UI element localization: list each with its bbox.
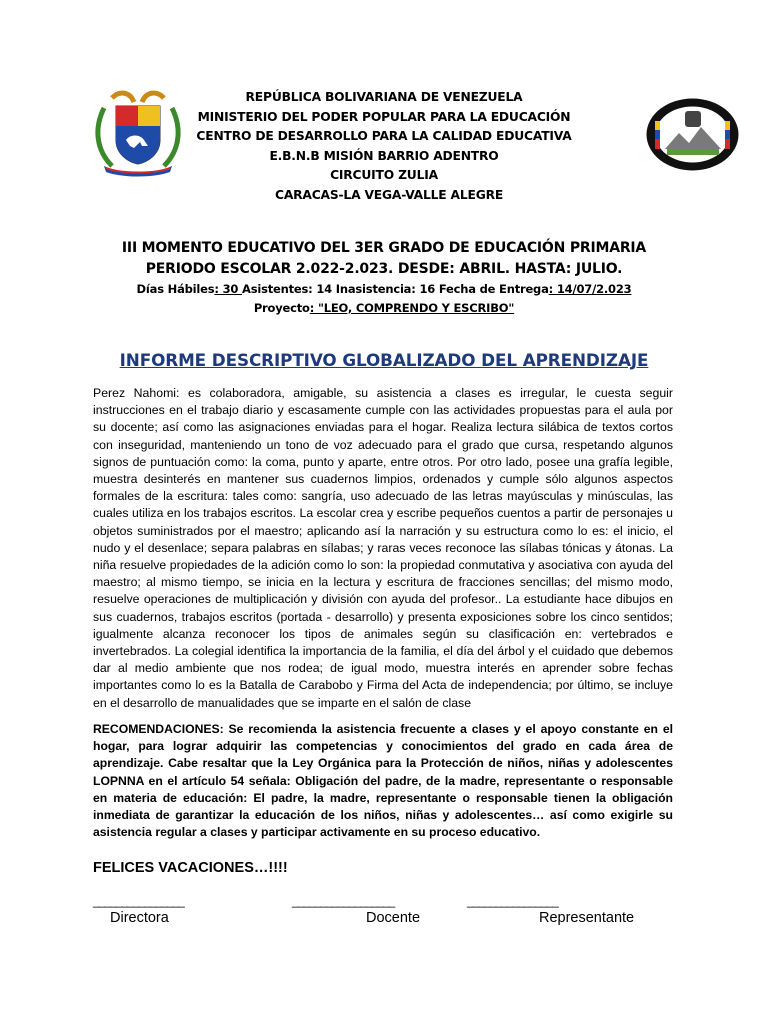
report-title: INFORME DESCRIPTIVO GLOBALIZADO DEL APRENDIZAJE: [119, 350, 649, 370]
recommendations-paragraph: RECOMENDACIONES: Se recomienda la asistencia frecuente a clases y el apoyo constante en el hogar, para lograr adquirir las competencias y conocimientos del grado en cada área de aprendizaje. Cabe resaltar que la Ley Orgánica para la Protección de niños, niñas y adolescentes LOPNNA en el artículo 54 señala: Obligación del padre, de la madre, representante o responsable en materia de educación: El padre, la madre, representante o responsable tienen la obligación inmediata de garantizar la educación de los niños, niñas y adolescentes… así como exigirle su asistencia regular a clases y participar activamente en su proceso educativo.: [93, 722, 673, 840]
signature-label-directora: Directora: [110, 910, 169, 926]
header-line-center: CENTRO DE DESARROLLO PARA LA CALIDAD EDUCATIVA: [196, 129, 572, 143]
closing-greeting: FELICES VACACIONES…!!!!: [93, 860, 288, 876]
descriptive-report-body: Perez Nahomi: es colaboradora, amigable, su asistencia a clases es irregular, le cuesta seguir instrucciones en el trabajo diario y escasamente cumple con las actividades propuestas para el aula por su docente; así como las asignaciones enviadas para el hogar. Realiza lectura silábica de textos cortos con inseguridad, manteniendo un tono de voz adecuado para el grado que cursa, respetando algunos signos de puntuación como: la coma, punto y aparte, entre otros. Por otro lado, posee una grafía legible, muestra desinterés en mantener sus cuadernos limpios, ordenados y cumple sólo algunos aspectos formales de la escritura: tales como: sangría, uso adecuado de las letras mayúsculas y minúsculas, las cuales utiliza en los trabajos escritos. La escolar crea y escribe pequeños cuentos a partir de personajes u objetos suministrados por el maestro; aplicando así la narración y su estructura como lo es: el inicio, el nudo y el desenlace; separa palabras en sílabas; y raras veces reconoce las sílabas tónicas y átonas. La niña resuelve propiedades de la adición como lo son: la propiedad conmutativa y asociativa con ayuda del maestro; al mismo tiempo, se inicia en la lectura y escritura de fracciones sencillas; del mismo modo, resuelve operaciones de multiplicación y división con ayuda del profesor.. La estudiante hace dibujos en sus cuadernos, trabajos escritos (portada - desarrollo) y presenta exposiciones sobre los cinco sentidos; igualmente alcanza reconocer los tipos de animales según su clasificación en: vertebrados e invertebrados. La colegial identifica la importancia de la familia, el día del árbol y el cuidado que debemos dar al medio ambiente que nos rodea; de igual modo, muestra interés en aprender sobre fechas importantes como lo es la Batalla de Carabobo y Firma del Acta de independencia; por último, se incluye en el desarrollo de manualidades que se imparte en el salón de clase: [93, 386, 673, 710]
delivery-date-value: : 14/07/2.023: [548, 282, 632, 296]
signature-label-representante: Representante: [539, 910, 635, 926]
header-line-school: E.B.N.B MISIÓN BARRIO ADENTRO: [269, 148, 499, 163]
project-value: : "LEO, COMPRENDO Y ESCRIBO": [309, 301, 515, 315]
period-title-block: [0, 238, 768, 318]
project-label: Proyecto: [253, 301, 310, 315]
attendance-line: [0, 280, 768, 299]
attendance-label: Asistentes: 14 Inasistencia: 16 Fecha de Entrega: [242, 282, 549, 296]
moment-title: III MOMENTO EDUCATIVO DEL 3ER GRADO DE EDUCACIÓN PRIMARIA: [121, 240, 647, 256]
signature-line-directora: ________________: [93, 894, 184, 908]
header-line-republic: REPÚBLICA BOLIVARIANA DE VENEZUELA: [245, 90, 523, 104]
dias-label: Días Hábiles: [136, 282, 215, 296]
project-line: [0, 299, 768, 318]
header-line-circuit: CIRCUITO ZULIA: [330, 168, 438, 182]
period-line: PERIODO ESCOLAR 2.022-2.023. DESDE: ABRIL. HASTA: JULIO.: [145, 261, 623, 277]
header-line-ministry: MINISTERIO DEL PODER POPULAR PARA LA EDUCACIÓN: [197, 109, 571, 124]
institution-header: [0, 88, 768, 205]
dias-value: : 30: [214, 282, 243, 296]
signature-label-docente: Docente: [366, 910, 421, 926]
header-line-location: CARACAS-LA VEGA-VALLE ALEGRE: [275, 187, 504, 202]
signature-line-docente: __________________: [292, 894, 395, 908]
signature-line-representante: ________________: [467, 894, 558, 908]
